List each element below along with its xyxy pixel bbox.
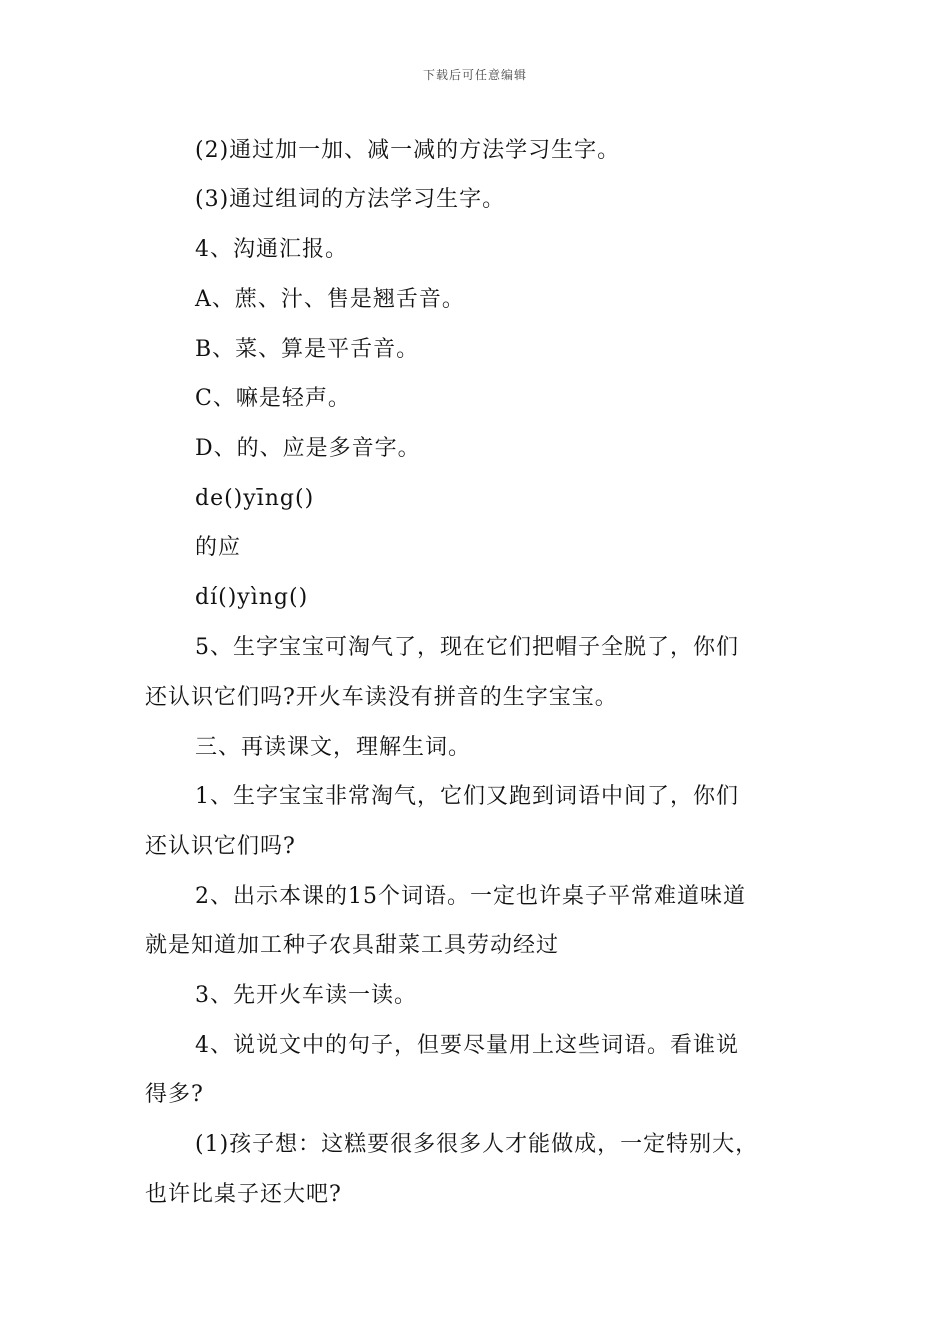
text-line: 还认识它们吗?开火车读没有拼音的生字宝宝。 [145, 685, 618, 710]
section-heading: 三、再读课文，理解生词。 [195, 735, 472, 760]
text-line: 1、生字宝宝非常淘气，它们又跑到词语中间了，你们 [195, 784, 739, 809]
text-line: 就是知道加工种子农具甜菜工具劳动经过 [145, 933, 560, 958]
text-line: (2)通过加一加、减一减的方法学习生字。 [195, 138, 621, 163]
text-line: 也许比桌子还大吧? [145, 1182, 342, 1207]
text-line: D、的、应是多音字。 [195, 436, 421, 461]
pinyin-line: dí()yìng() [195, 585, 309, 610]
text-line: 4、说说文中的句子，但要尽量用上这些词语。看谁说 [195, 1033, 739, 1058]
text-line: 4、沟通汇报。 [195, 237, 348, 262]
text-line: C、嘛是轻声。 [195, 386, 351, 411]
text-line: A、蔗、汁、售是翘舌音。 [195, 287, 465, 312]
pinyin-line: de()yīng() [195, 486, 315, 511]
text-line: (1)孩子想：这糕要很多很多人才能做成，一定特别大， [195, 1132, 759, 1157]
text-line: 2、出示本课的15个词语。一定也许桌子平常难道味道 [195, 884, 746, 909]
text-line: 的应 [195, 535, 242, 560]
text-line: B、菜、算是平舌音。 [195, 337, 420, 362]
text-line: (3)通过组词的方法学习生字。 [195, 187, 506, 212]
text-line: 得多? [145, 1082, 204, 1107]
text-line: 3、先开火车读一读。 [195, 983, 417, 1008]
page-header-note: 下载后可任意编辑 [422, 68, 527, 82]
text-line: 5、生字宝宝可淘气了，现在它们把帽子全脱了，你们 [195, 635, 739, 660]
text-line: 还认识它们吗? [145, 834, 296, 859]
